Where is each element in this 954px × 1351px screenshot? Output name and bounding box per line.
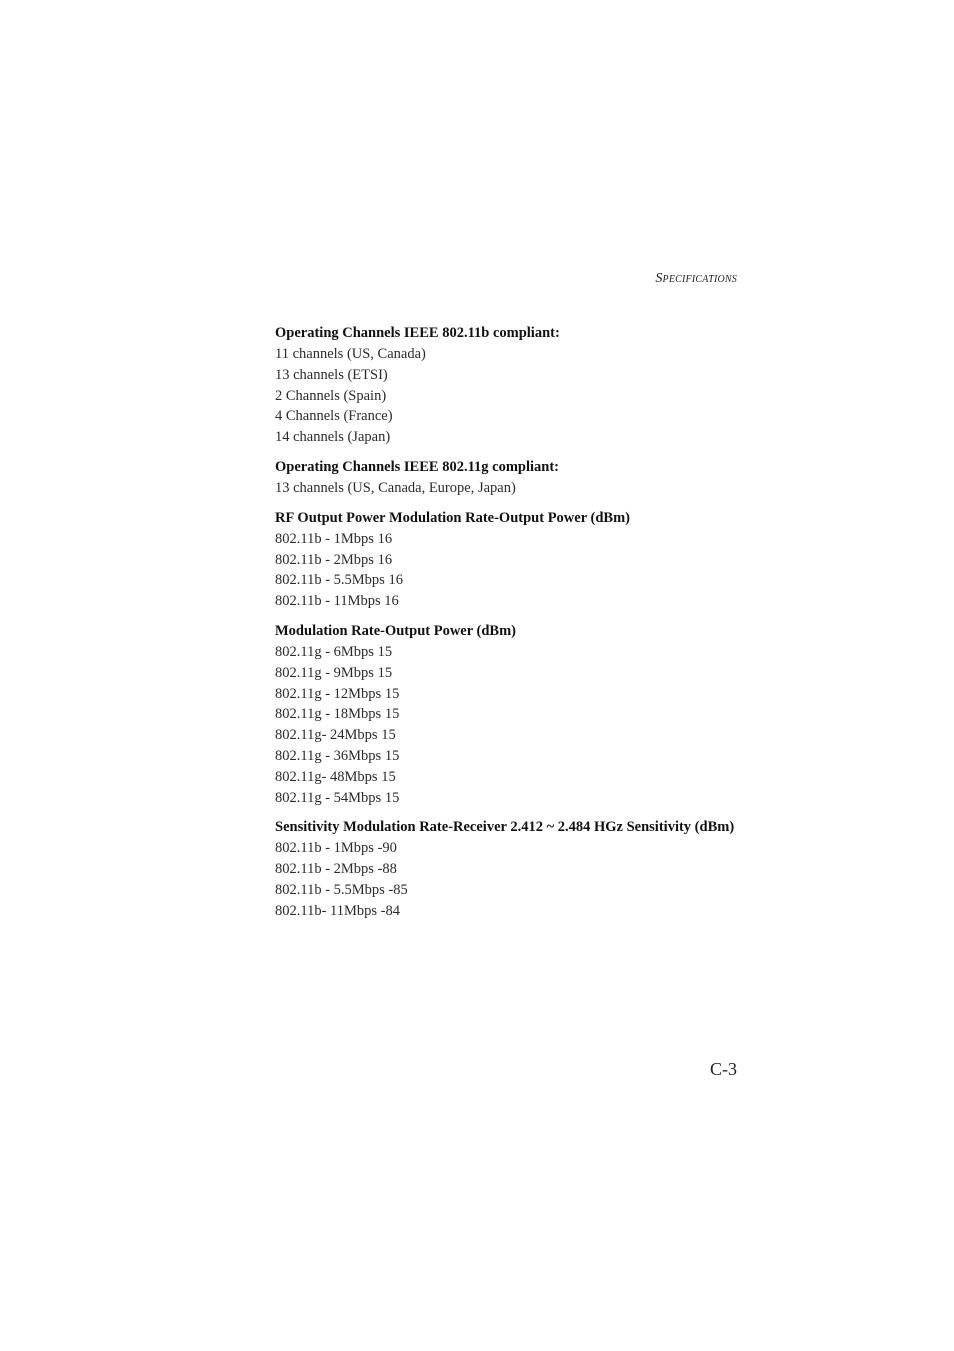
spec-section-80211g-channels xyxy=(275,457,745,499)
section-heading: Operating Channels IEEE 802.11b compliant: xyxy=(275,325,560,341)
section-heading: Operating Channels IEEE 802.11g compliant: xyxy=(275,458,559,475)
spec-section-80211b-channels xyxy=(275,323,745,448)
spec-item: 13 channels (ETSI) xyxy=(275,366,388,383)
section-heading: Sensitivity Modulation Rate-Receiver 2.412 ~ 2.484 HGz Sensitivity (dBm) xyxy=(275,819,735,836)
spec-item: 802.11g - 9Mbps 15 xyxy=(275,664,393,681)
spec-item: 4 Channels (France) xyxy=(275,408,393,425)
spec-section-sensitivity xyxy=(275,817,745,921)
spec-item: 802.11b - 2Mbps -88 xyxy=(275,861,397,878)
spec-item: 14 channels (Japan) xyxy=(275,429,391,446)
spec-item: 802.11g- 24Mbps 15 xyxy=(275,727,396,744)
spec-item: 11 channels (US, Canada) xyxy=(275,346,426,362)
spec-item: 802.11g - 18Mbps 15 xyxy=(275,706,400,723)
spec-item: 802.11b - 5.5Mbps -85 xyxy=(275,881,408,898)
spec-item: 802.11b - 1Mbps -90 xyxy=(275,840,397,857)
running-header: Specifications xyxy=(655,271,737,286)
spec-item: 802.11b - 5.5Mbps 16 xyxy=(275,572,403,589)
spec-section-rf-output-power xyxy=(275,508,745,612)
spec-item: 802.11b - 1Mbps 16 xyxy=(275,530,393,547)
section-heading: Modulation Rate-Output Power (dBm) xyxy=(275,622,516,639)
spec-item: 802.11g - 6Mbps 15 xyxy=(275,643,393,660)
spec-item: 802.11g - 54Mbps 15 xyxy=(275,789,400,806)
spec-item: 2 Channels (Spain) xyxy=(275,387,387,404)
spec-item: 802.11b - 2Mbps 16 xyxy=(275,551,393,568)
section-heading: RF Output Power Modulation Rate-Output Power (dBm) xyxy=(275,509,630,526)
spec-item: 802.11b - 11Mbps 16 xyxy=(275,593,399,610)
spec-item: 13 channels (US, Canada, Europe, Japan) xyxy=(275,479,516,496)
spec-item: 802.11b- 11Mbps -84 xyxy=(275,902,400,919)
spec-item: 802.11g - 12Mbps 15 xyxy=(275,685,400,702)
spec-item: 802.11g- 48Mbps 15 xyxy=(275,768,396,785)
spec-content xyxy=(275,323,745,931)
spec-section-modulation-output-power xyxy=(275,621,745,808)
spec-item: 802.11g - 36Mbps 15 xyxy=(275,747,400,764)
page-number: C-3 xyxy=(710,1059,737,1079)
